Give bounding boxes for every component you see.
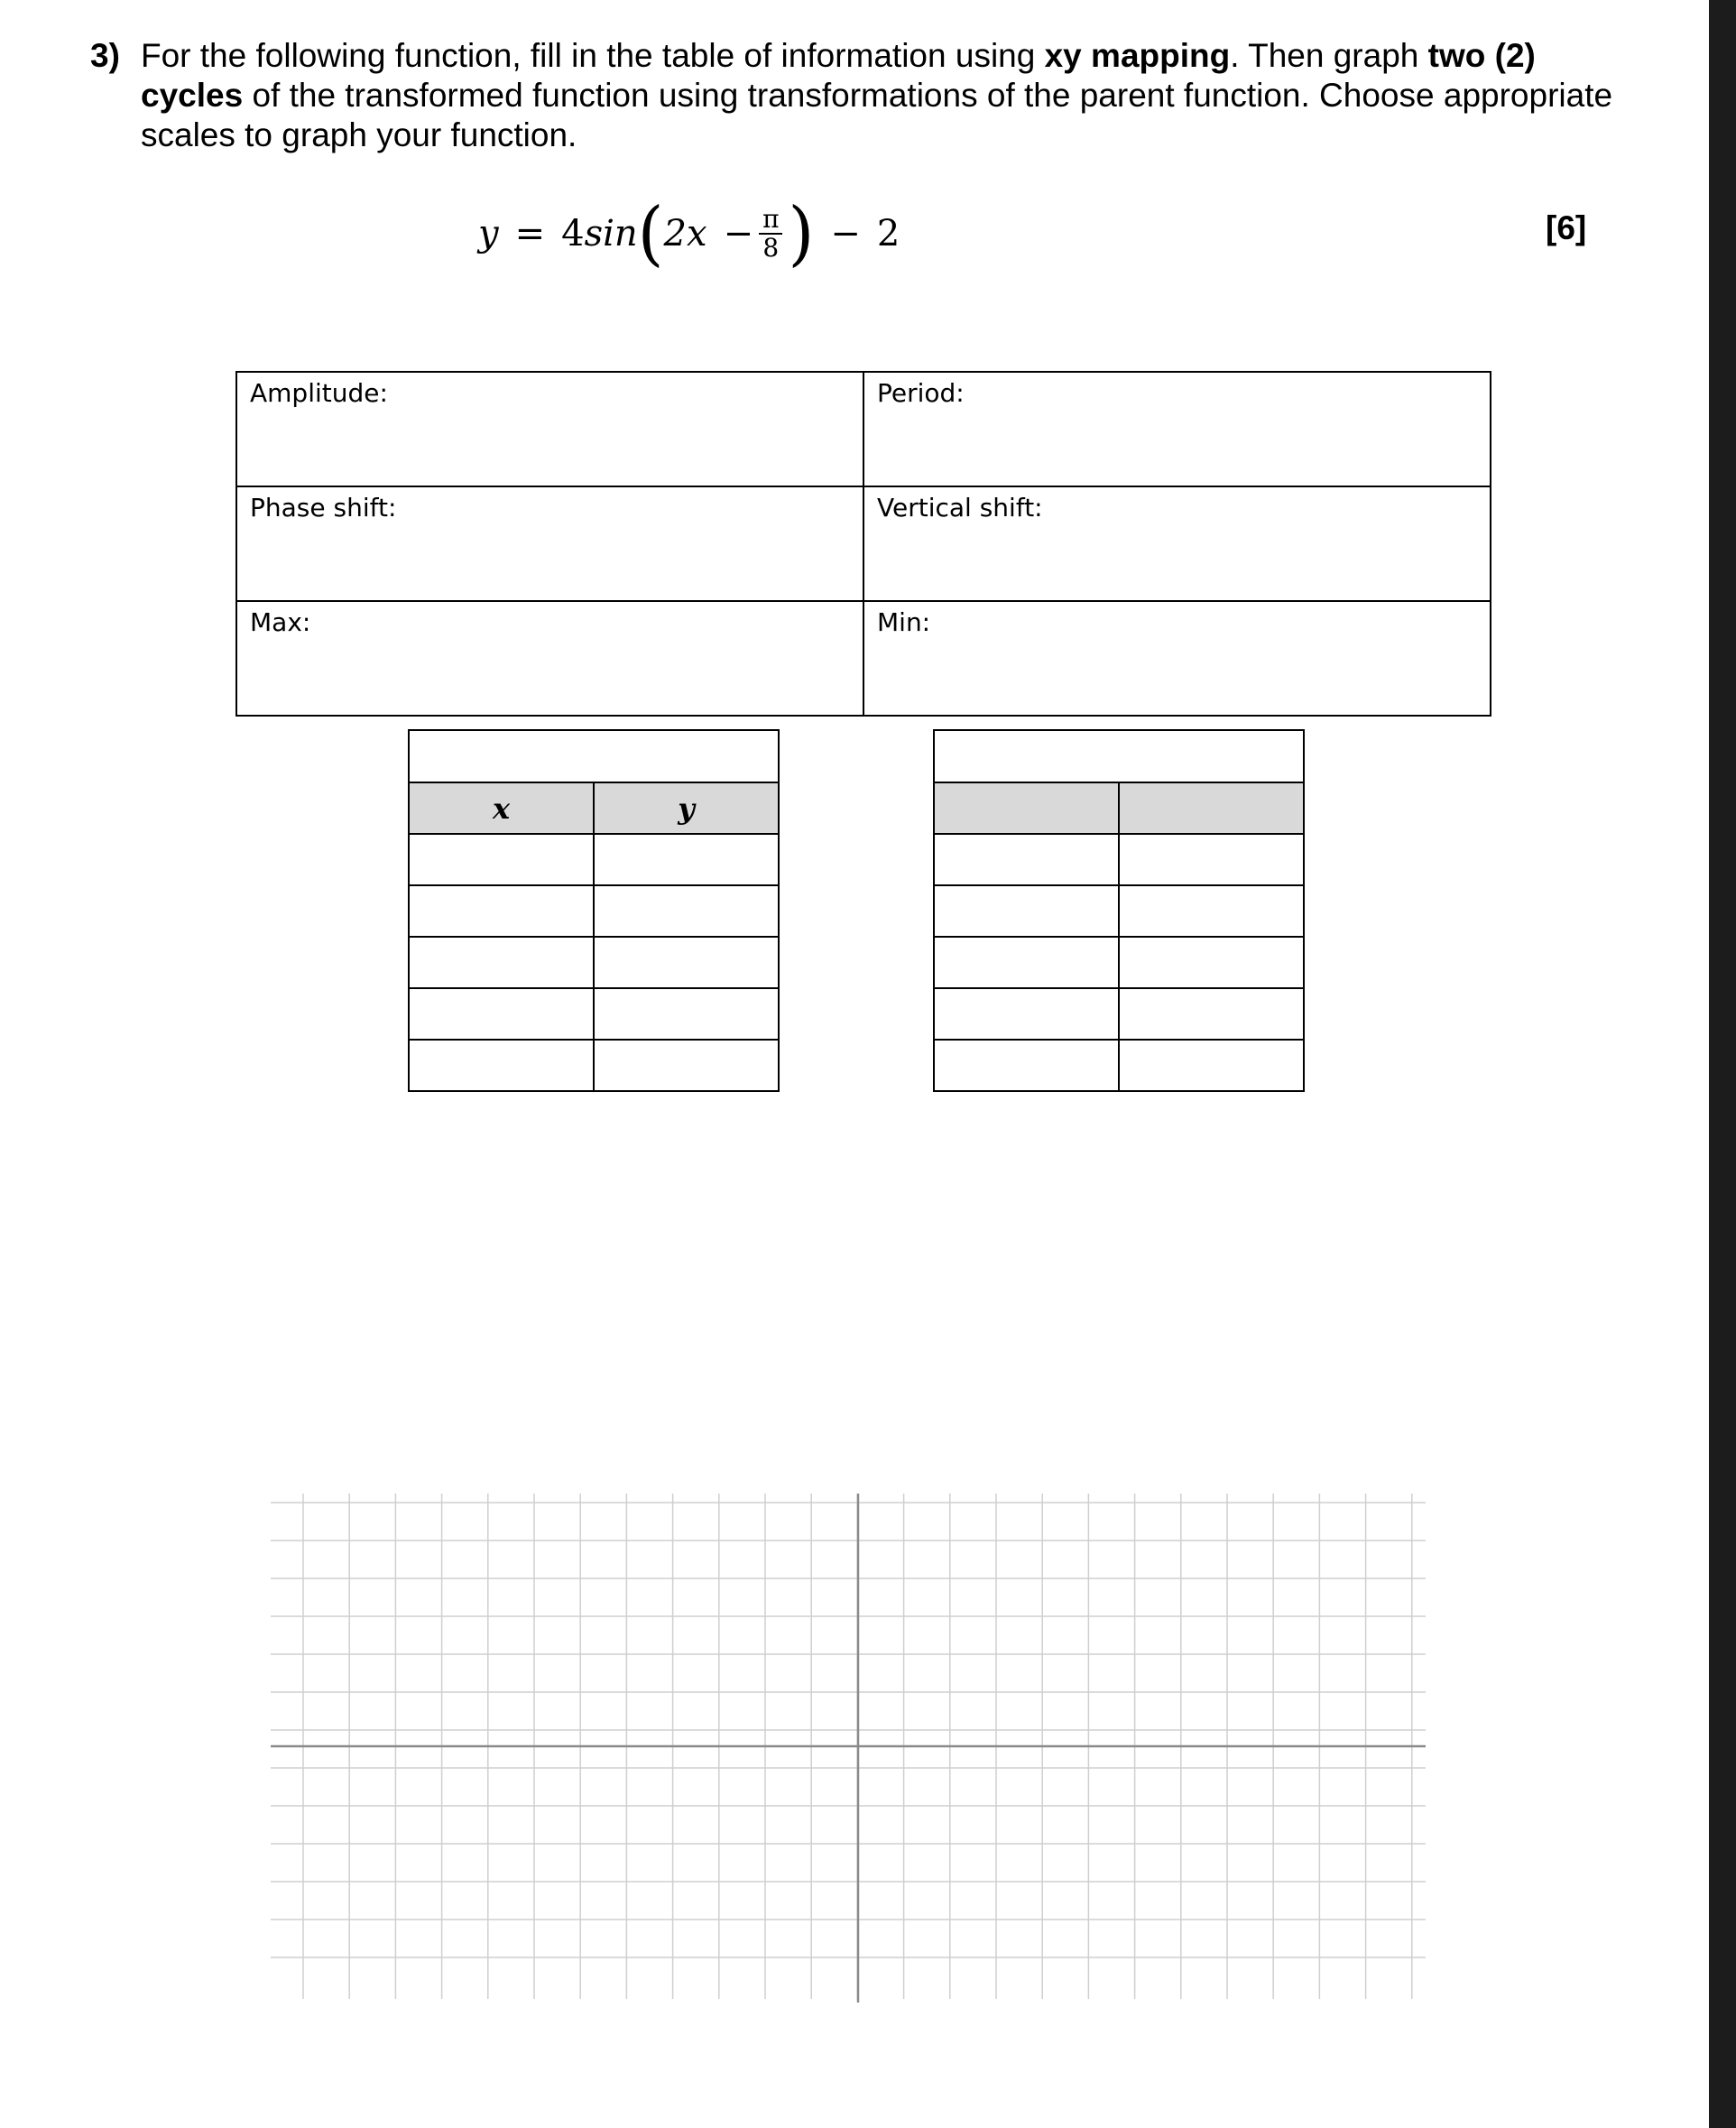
table-row [409,834,779,885]
table-row [934,834,1304,885]
xy-mapping-table-1 [408,729,780,1092]
question-text [141,36,1639,155]
xy-table-2-title-cell[interactable] [934,730,1304,782]
xy-table-1-header-x: x [409,782,594,834]
min-cell[interactable]: Min: [863,601,1491,716]
xy-table-1-cell[interactable] [594,834,779,885]
xy-table-1-cell[interactable] [594,937,779,988]
xy-table-1-cell[interactable] [409,885,594,937]
eq-equals: = [514,213,546,254]
eq-right-paren: ) [788,192,815,275]
marks-label: [6] [1546,209,1587,246]
amplitude-cell[interactable]: Amplitude: [236,372,863,486]
xy-table-2-cell[interactable] [1119,988,1304,1040]
xy-table-2-cell[interactable] [1119,1040,1304,1091]
eq-tail-minus: − [830,213,861,254]
xy-table-1-cell[interactable] [409,937,594,988]
xy-table-2-header-x[interactable] [934,782,1119,834]
scrollbar[interactable] [1709,0,1736,2128]
eq-coef: 4 [561,213,585,254]
table-row [934,988,1304,1040]
graph-grid[interactable] [271,1494,1429,2012]
xy-table-2-header-y[interactable] [1119,782,1304,834]
eq-lhs: y [478,213,499,254]
question-number: 3) [90,37,120,74]
question-text-part: For the following function, fill in the table of information using [141,37,1045,74]
eq-minus: − [723,213,754,254]
xy-table-1-cell[interactable] [409,1040,594,1091]
table-row [934,937,1304,988]
eq-func: sin [584,213,638,254]
xy-table-2-cell[interactable] [1119,885,1304,937]
xy-table-2-cell[interactable] [934,937,1119,988]
graph-grid-svg[interactable] [271,1494,1429,2008]
phase-shift-cell[interactable]: Phase shift: [236,486,863,601]
xy-table-1-cell[interactable] [409,834,594,885]
xy-table-2-cell[interactable] [934,834,1119,885]
xy-table-2-cell[interactable] [934,988,1119,1040]
question-text-part: . Then graph [1230,37,1428,74]
xy-table-2-cell[interactable] [1119,834,1304,885]
xy-table-1-header-y: y [594,782,779,834]
question-bold-two-cycles: two (2) cycles [141,37,1536,114]
xy-table-2-cell[interactable] [934,885,1119,937]
xy-table-1-cell[interactable] [594,885,779,937]
table-row [934,885,1304,937]
info-table [235,371,1491,717]
eq-frac-num: π [759,206,782,235]
xy-table-2-cell[interactable] [934,1040,1119,1091]
question-bold-xy-mapping: xy mapping [1044,37,1231,74]
xy-mapping-table-2 [933,729,1305,1092]
vertical-shift-cell[interactable]: Vertical shift: [863,486,1491,601]
table-row [409,1040,779,1091]
period-cell[interactable]: Period: [863,372,1491,486]
table-row [409,988,779,1040]
max-cell[interactable]: Max: [236,601,863,716]
xy-table-2-cell[interactable] [1119,937,1304,988]
function-equation [478,193,900,274]
eq-frac-den: 8 [762,233,780,263]
xy-table-1-cell[interactable] [594,1040,779,1091]
eq-fraction [759,206,782,262]
table-row [409,885,779,937]
xy-table-1-cell[interactable] [409,988,594,1040]
eq-left-paren: ( [637,192,664,275]
xy-table-1-cell[interactable] [594,988,779,1040]
table-row [409,937,779,988]
question-text-part: of the transformed function using transformations of the parent function. Choose appropriate scales to graph your function. [141,77,1613,153]
xy-table-1-title-cell[interactable] [409,730,779,782]
table-row [934,1040,1304,1091]
eq-tail-const: 2 [876,213,900,254]
eq-inner-x: 2x [663,213,707,254]
